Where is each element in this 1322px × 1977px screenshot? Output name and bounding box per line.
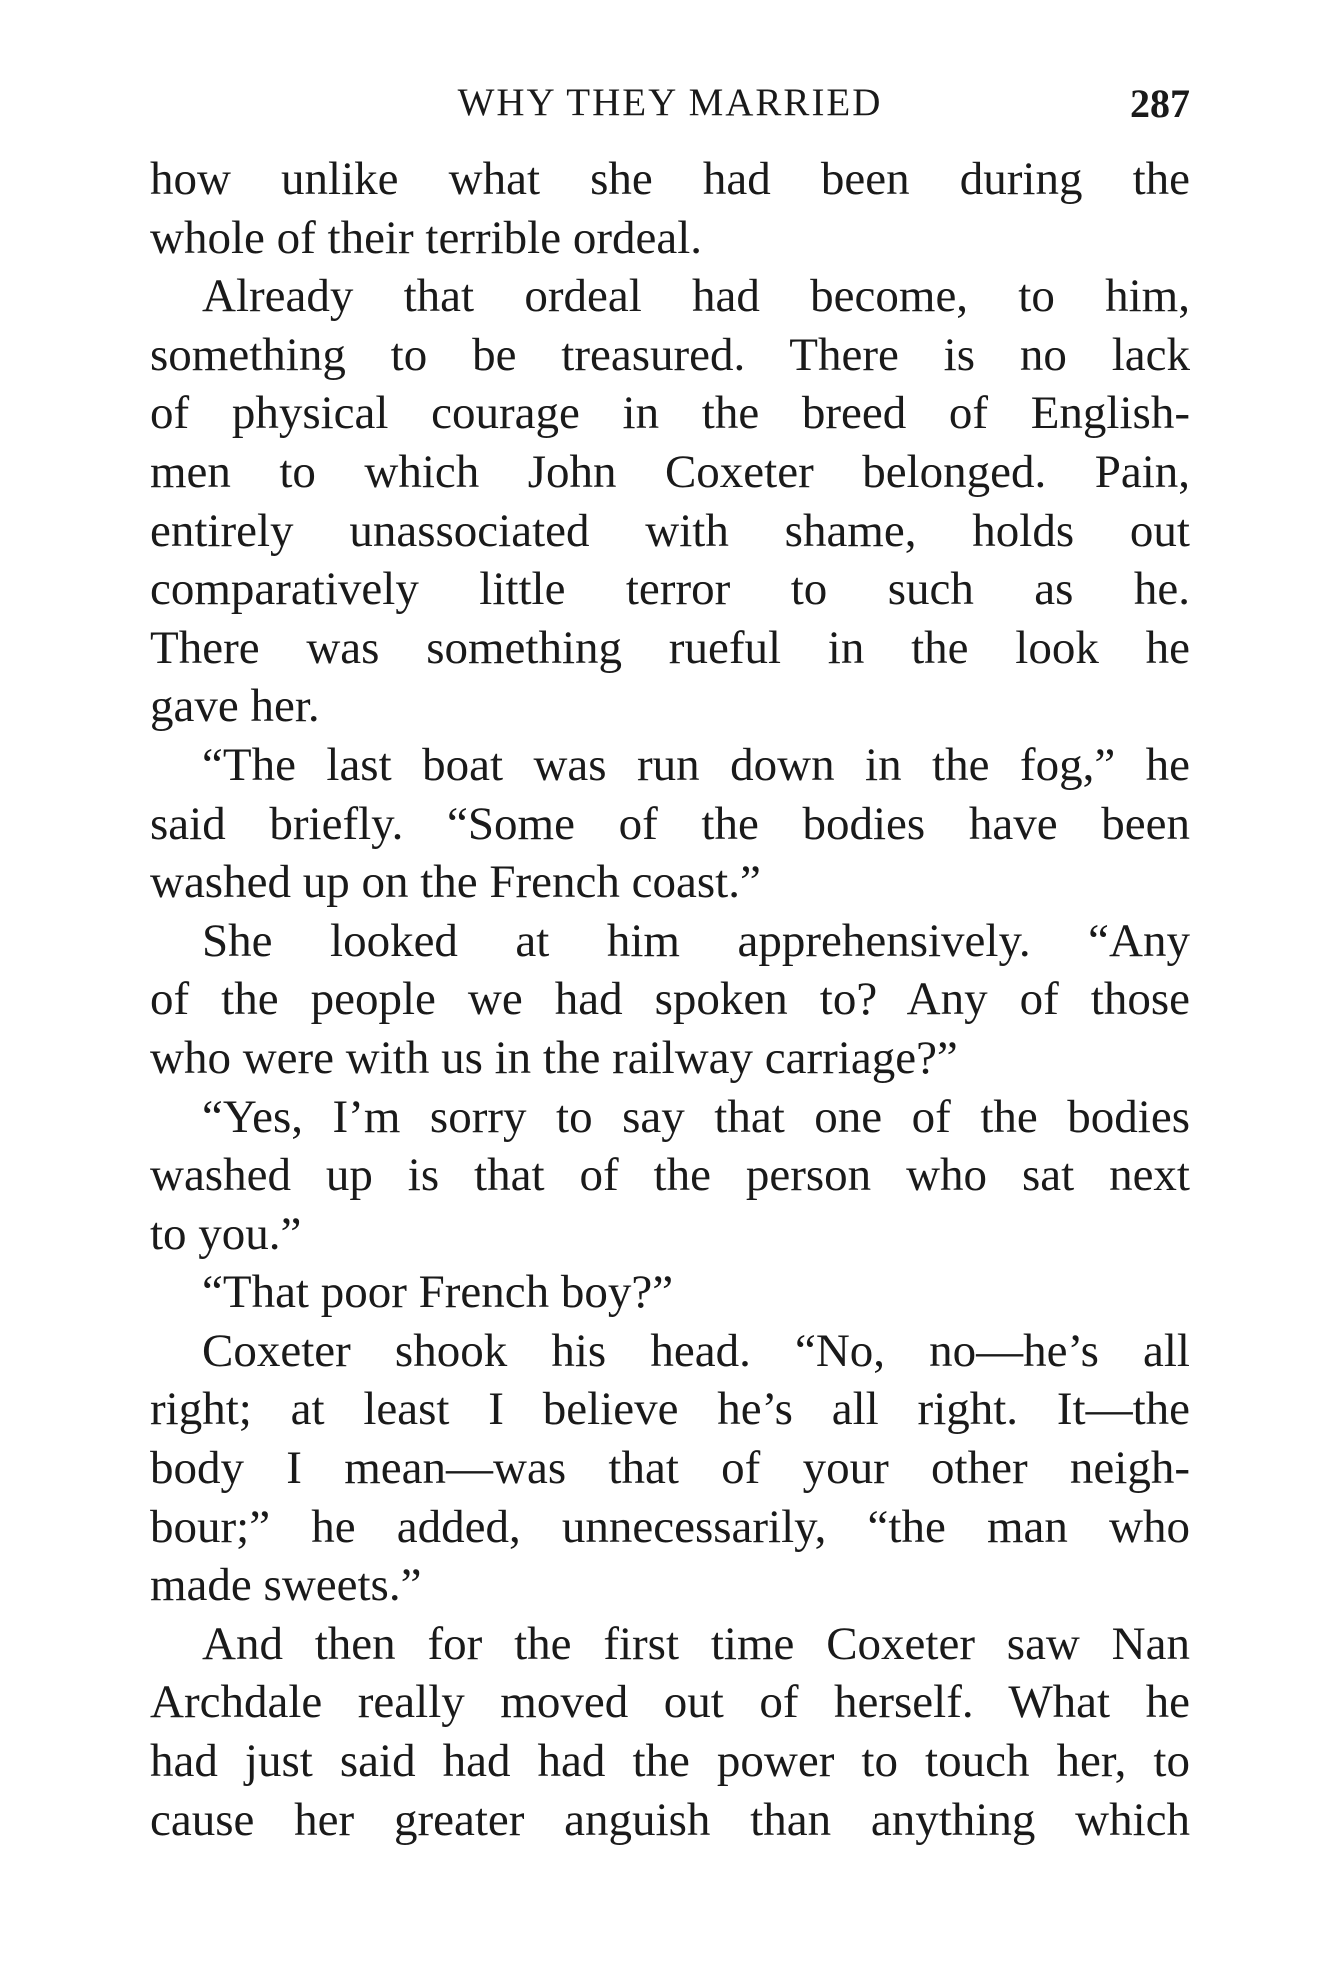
text-line: Already that ordeal had become, to him, <box>202 270 1190 323</box>
text-line: bour;” he added, unnecessarily, “the man who <box>150 1500 1190 1553</box>
text-line: to you.” <box>150 1207 302 1260</box>
text-line: made sweets.” <box>150 1559 422 1612</box>
text-line: of physical courage in the breed of English- <box>150 387 1190 440</box>
text-line: Archdale really moved out of herself. What he <box>150 1676 1190 1729</box>
text-line: “Yes, I’m sorry to say that one of the bodies <box>202 1090 1190 1143</box>
text-line: comparatively little terror to such as he. <box>150 563 1190 616</box>
text-line: She looked at him apprehensively. “Any <box>202 914 1190 967</box>
text-line: And then for the first time Coxeter saw Nan <box>202 1617 1190 1670</box>
text-line: men to which John Coxeter belonged. Pain, <box>150 445 1190 498</box>
text-line: whole of their terrible ordeal. <box>150 211 703 264</box>
text-line: “That poor French boy?” <box>202 1266 674 1319</box>
text-line: said briefly. “Some of the bodies have been <box>150 797 1190 850</box>
text-line: “The last boat was run down in the fog,” he <box>202 738 1190 791</box>
text-line: body I mean—was that of your other neigh- <box>150 1442 1190 1495</box>
text-line: entirely unassociated with shame, holds out <box>150 504 1190 557</box>
text-line: gave her. <box>150 680 320 733</box>
running-title: WHY THEY MARRIED <box>457 81 883 124</box>
text-line: who were with us in the railway carriage?” <box>150 1031 958 1084</box>
text-line: had just said had had the power to touch her, to <box>150 1735 1190 1788</box>
text-line: washed up is that of the person who sat next <box>150 1149 1190 1202</box>
text-line: Coxeter shook his head. “No, no—he’s all <box>202 1324 1190 1377</box>
body-text <box>150 150 1190 1849</box>
text-line: how unlike what she had been during the <box>150 153 1190 205</box>
text-line: cause her greater anguish than anything which <box>150 1793 1190 1846</box>
text-line: of the people we had spoken to? Any of those <box>150 973 1190 1026</box>
running-head <box>150 80 1190 130</box>
text-line: something to be treasured. There is no lack <box>150 328 1190 381</box>
text-line: There was something rueful in the look he <box>150 621 1190 674</box>
text-line: right; at least I believe he’s all right. It—the <box>150 1383 1190 1436</box>
text-line: washed up on the French coast.” <box>150 856 761 909</box>
page-number: 287 <box>1130 81 1190 126</box>
